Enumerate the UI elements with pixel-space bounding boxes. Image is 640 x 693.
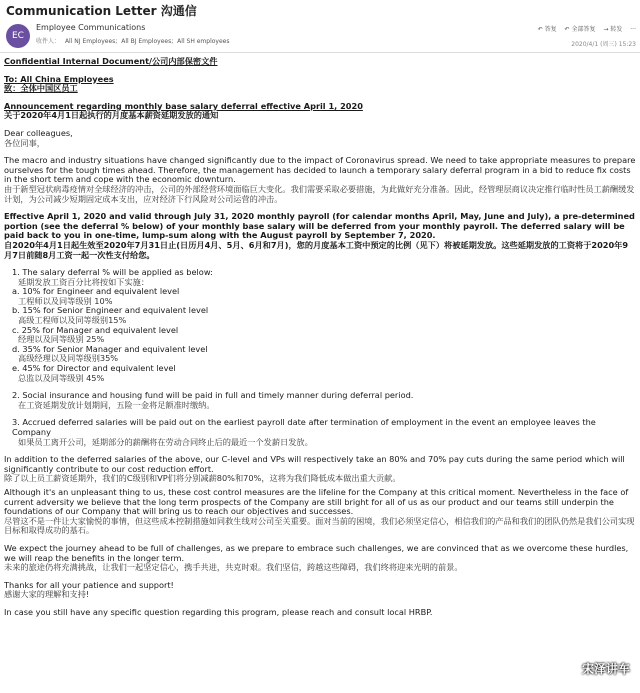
tier-b-en: b. 15% for Senior Engineer and equivalent level [12, 305, 209, 316]
forward-button[interactable]: → 转发 [603, 26, 623, 33]
item-1-en: 1. The salary deferral % will be applied as below: [12, 267, 213, 278]
tier-a-en: a. 10% for Engineer and equivalent level [12, 286, 180, 297]
message-actions [532, 24, 636, 33]
message-datetime: 2020/4/1 (周三) 15:23 [571, 41, 636, 48]
tier-e-cn: 总监以及同等级别 45% [18, 372, 105, 383]
recipients-line [36, 36, 230, 45]
item-1-cn: 延期发放工资百分比将按如下实施： [18, 276, 150, 287]
watermark: 宋泽讲车 [581, 662, 630, 676]
paragraph-2-cn: 自2020年4月1日起生效至2020年7月31日止(日历月4月、5月、6月和7月)，您的月度基本工资中预定的比例（见下）将被延期发放。这些延期发放的工资将于2020年9月7日前随8月工资一起一次性支付给您。 [4, 239, 629, 260]
sender-avatar[interactable]: EC [6, 24, 30, 48]
closing-line: In case you still have any specific question regarding this program, please reach and consult local HRBP. [4, 606, 433, 617]
recipient-sh[interactable]: All SH employees [177, 38, 230, 45]
message-header [0, 22, 640, 53]
paragraph-4-en: Although it's an unpleasant thing to us, these cost control measures are the lifeline for the Company at this critical moment. Nevertheless in the face of current adversity we believe that the long term prospects of the Company are still bright for all of us as our product and our teams still underpin the foundations of our Company that will bring us to reach our objectives and successes. [4, 486, 629, 517]
tier-c-en: c. 25% for Manager and equivalent level [12, 324, 179, 335]
subject-cn: 关于2020年4月1日起执行的月度基本薪资延期发放的通知 [4, 110, 219, 121]
item-3-cn: 如果员工离开公司，延期部分的薪酬将在劳动合同终止后的最近一个发薪日发放。 [18, 436, 313, 447]
tier-a-cn: 工程师以及同等级别 10% [18, 295, 113, 306]
paragraph-1-cn: 由于新型冠状病毒疫情对全球经济的冲击，公司的外部经营环境面临巨大变化。我们需要采取必要措施，为此做好充分准备。因此，经管理层商议决定推行临时性员工薪酬缓发计划，为公司减少短期固定成本支出，应对经济下行风险对公司运营的冲击。 [4, 183, 635, 204]
tier-c-cn: 经理以及同等级别 25% [18, 334, 105, 345]
sender-name[interactable]: Employee Communications [36, 23, 146, 32]
tier-b-cn: 高级工程师以及同等级别15% [18, 315, 127, 326]
paragraph-5-cn: 未来的旅途仍将充满挑战，让我们一起坚定信心，携手共进，共克时艰。我们坚信，跨越这些障碍，我们终将迎来光明的前景。 [4, 562, 463, 573]
subject-en: Announcement regarding monthly base salary deferral effective April 1, 2020 [4, 100, 363, 111]
paragraph-5-en: We expect the journey ahead to be full of challenges, as we prepare to embrace such challenges, we are convinced that as we overcome these hurdles, we will reap the benefits in the longer term. [4, 542, 629, 563]
thanks-en: Thanks for all your patience and support! [4, 579, 174, 590]
thanks-cn: 感谢大家的理解和支持! [4, 589, 90, 600]
paragraph-1-en: The macro and industry situations have changed significantly due to the impact of Coronavirus spread. We need to take appropriate measures to prepare ourselves for the tough times ahead. Therefore, the management has decided to launch a temporary salary deferral program in a bid to reduce fix costs in the short term and cope with the economic downturn. [4, 155, 636, 185]
greeting-cn: 各位同事， [4, 137, 45, 148]
tier-e-en: e. 45% for Director and equivalent level [12, 363, 176, 374]
paragraph-3-cn: 除了以上员工薪资延期外，我们的C级别和VP们将分别减薪80%和70%，这将为我们降低成本做出重大贡献。 [4, 473, 401, 484]
greeting-en: Dear colleagues, [4, 127, 73, 138]
tier-d-en: d. 35% for Senior Manager and equivalent level [12, 343, 208, 354]
reply-all-button[interactable]: ↶ 全部答复 [564, 26, 596, 33]
item-3-en: 3. Accrued deferred salaries will be paid out on the earliest payroll date after termination of employment in the event an employee leaves the Company [12, 417, 596, 437]
recipient-nj[interactable]: All NJ Employees; [64, 38, 118, 45]
to-line-en: To: All China Employees [4, 73, 114, 84]
recipient-bj[interactable]: All BJ Employees; [121, 38, 174, 45]
item-2-en: 2. Social insurance and housing fund will be paid in full and timely manner during deferral period. [12, 390, 414, 401]
tier-d-cn: 高级经理以及同等级别35% [18, 353, 119, 364]
message-body [0, 53, 640, 618]
paragraph-3-en: In addition to the deferred salaries of the above, our C-level and VPs will respectively take an 80% and 70% pay cuts during the same period which will significantly contribute to our cost reduction effort. [4, 454, 625, 474]
window-title: Communication Letter 沟通信 [6, 4, 197, 18]
more-button[interactable]: ··· [630, 26, 636, 33]
paragraph-4-cn: 尽管这不是一件让大家愉悦的事情，但这些成本控制措施如同救生线对公司至关重要。面对当前的困境，我们必须坚定信心，相信我们的产品和我们的团队仍然是我们公司实现目标和取得成功的基石。 [4, 515, 635, 536]
item-2-cn: 在工资延期发放计划期间，五险一金将足额准时缴纳。 [18, 399, 215, 410]
confidential-line: Confidential Internal Document/公司内部保密文件 [4, 56, 218, 66]
paragraph-2-en: Effective April 1, 2020 and valid through July 31, 2020 monthly payroll (for calendar months April, May, June and July), a pre-determined portion (see the deferral % below) of your monthly base salary will be deferred from your monthly payroll. The deferred salary will be paid back to you in one-time, lump-sum along with the August payroll by September 7, 2020. [4, 211, 635, 241]
to-line-cn: 致：全体中国区员工 [4, 83, 78, 94]
recipients-label: 收件人： [36, 38, 61, 45]
reply-button[interactable]: ↶ 答复 [537, 26, 557, 33]
